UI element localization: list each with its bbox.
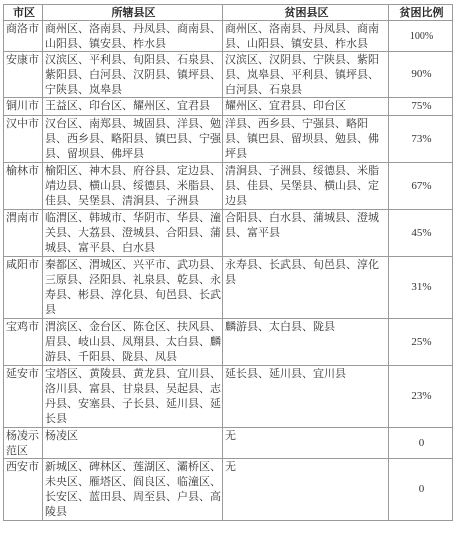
table-row	[4, 116, 453, 163]
counties-cell: 新城区、碑林区、莲湖区、灞桥区、未央区、雁塔区、阎良区、临潼区、长安区、蓝田县、周至县、户县、高陵县	[43, 459, 223, 521]
counties-cell: 商州区、洛南县、丹凤县、商南县、山阳县、镇安县、柞水县	[43, 21, 223, 52]
counties-cell: 渭滨区、金台区、陈仓区、扶风县、眉县、岐山县、凤翔县、太白县、麟游县、千阳县、陇县、凤县	[43, 319, 223, 366]
table-row	[4, 459, 453, 521]
poor-counties-cell: 麟游县、太白县、陇县	[223, 319, 389, 366]
table-row	[4, 163, 453, 210]
city-cell: 西安市	[4, 459, 43, 521]
city-cell: 榆林市	[4, 163, 43, 210]
poor-counties-cell: 洋县、西乡县、宁强县、略阳县、镇巴县、留坝县、勉县、佛坪县	[223, 116, 389, 163]
counties-cell: 临渭区、韩城市、华阴市、华县、潼关县、大荔县、澄城县、合阳县、蒲城县、富平县、白水县	[43, 210, 223, 257]
counties-cell: 汉滨区、平利县、旬阳县、石泉县、紫阳县、白河县、汉阴县、镇坪县、宁陕县、岚皋县	[43, 52, 223, 98]
header-poverty-ratio: 贫困比例	[389, 5, 453, 21]
city-cell: 渭南市	[4, 210, 43, 257]
counties-cell: 杨凌区	[43, 428, 223, 459]
poor-counties-cell: 汉滨区、汉阴县、宁陕县、紫阳县、岚皋县、平利县、镇坪县、白河县、石泉县	[223, 52, 389, 98]
ratio-cell: 73%	[389, 116, 453, 163]
table-row	[4, 21, 453, 52]
city-cell: 汉中市	[4, 116, 43, 163]
city-cell: 咸阳市	[4, 257, 43, 319]
city-cell: 杨凌示范区	[4, 428, 43, 459]
header-counties: 所辖县区	[43, 5, 223, 21]
poverty-ratio-table	[3, 4, 453, 521]
table-header-row	[4, 5, 453, 21]
table-row	[4, 257, 453, 319]
header-city: 市区	[4, 5, 43, 21]
table-row	[4, 319, 453, 366]
ratio-cell: 31%	[389, 257, 453, 319]
table-row	[4, 366, 453, 428]
city-cell: 宝鸡市	[4, 319, 43, 366]
city-cell: 铜川市	[4, 98, 43, 116]
poor-counties-cell: 无	[223, 428, 389, 459]
counties-cell: 王益区、印台区、耀州区、宜君县	[43, 98, 223, 116]
counties-cell: 宝塔区、黄陵县、黄龙县、宜川县、洛川县、富县、甘泉县、吴起县、志丹县、安塞县、子长县、延川县、延长县	[43, 366, 223, 428]
city-cell: 延安市	[4, 366, 43, 428]
poor-counties-cell: 延长县、延川县、宜川县	[223, 366, 389, 428]
ratio-cell: 0	[389, 428, 453, 459]
poor-counties-cell: 清涧县、子洲县、绥德县、米脂县、佳县、吴堡县、横山县、定边县	[223, 163, 389, 210]
counties-cell: 汉台区、南郑县、城固县、洋县、勉县、西乡县、略阳县、镇巴县、宁强县、留坝县、佛坪县	[43, 116, 223, 163]
city-cell: 安康市	[4, 52, 43, 98]
table-row	[4, 428, 453, 459]
poor-counties-cell: 商州区、洛南县、丹凤县、商南县、山阳县、镇安县、柞水县	[223, 21, 389, 52]
ratio-cell: 0	[389, 459, 453, 521]
ratio-cell: 90%	[389, 52, 453, 98]
ratio-cell: 25%	[389, 319, 453, 366]
counties-cell: 秦都区、渭城区、兴平市、武功县、三原县、泾阳县、礼泉县、乾县、永寿县、彬县、淳化县、旬邑县、长武县	[43, 257, 223, 319]
poverty-table-container	[3, 4, 452, 521]
ratio-cell: 75%	[389, 98, 453, 116]
city-cell: 商洛市	[4, 21, 43, 52]
header-poor-counties: 贫困县区	[223, 5, 389, 21]
poor-counties-cell: 无	[223, 459, 389, 521]
table-row	[4, 210, 453, 257]
counties-cell: 榆阳区、神木县、府谷县、定边县、靖边县、横山县、绥德县、米脂县、佳县、吴堡县、清涧县、子洲县	[43, 163, 223, 210]
ratio-cell: 23%	[389, 366, 453, 428]
table-row	[4, 98, 453, 116]
ratio-cell: 100%	[389, 21, 453, 52]
table-row	[4, 52, 453, 98]
ratio-cell: 67%	[389, 163, 453, 210]
poor-counties-cell: 合阳县、白水县、蒲城县、澄城县、富平县	[223, 210, 389, 257]
poor-counties-cell: 永寿县、长武县、旬邑县、淳化县	[223, 257, 389, 319]
poor-counties-cell: 耀州区、宜君县、印台区	[223, 98, 389, 116]
ratio-cell: 45%	[389, 210, 453, 257]
